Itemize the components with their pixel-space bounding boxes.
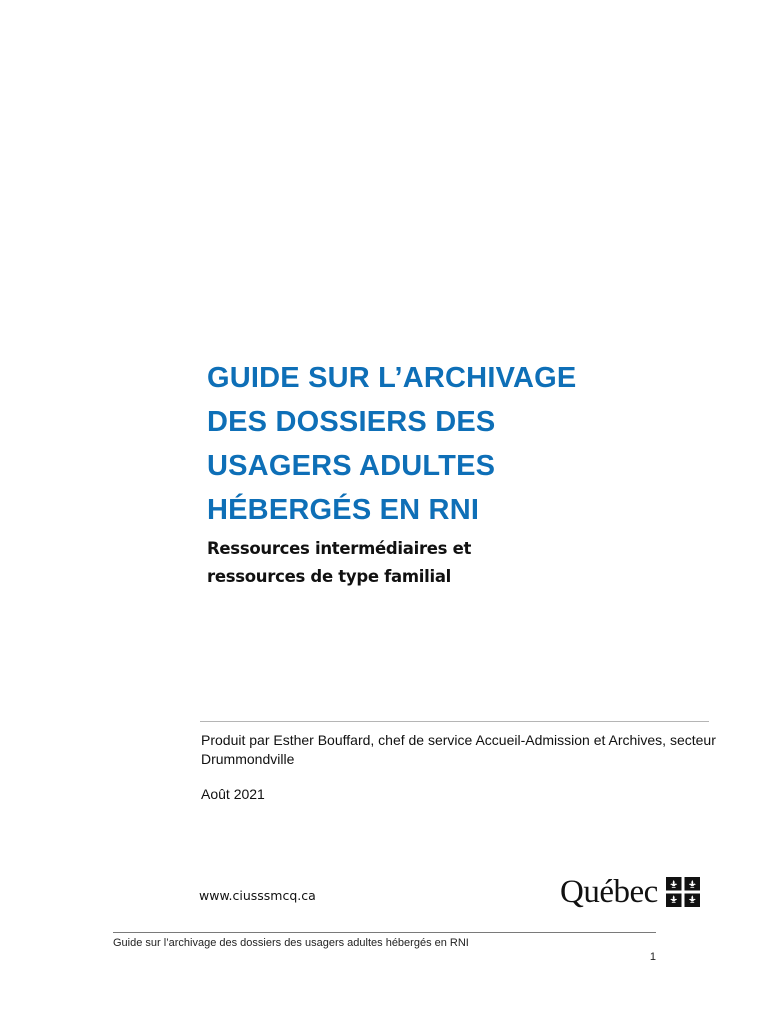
title-line-4: HÉBERGÉS EN RNI: [207, 494, 480, 526]
publication-date: Août 2021: [201, 786, 265, 802]
title-line-1: GUIDE SUR L’ARCHIVAGE: [207, 362, 577, 394]
subtitle-line-1: Ressources intermédiaires et: [207, 539, 472, 558]
logo-wordmark: Québec: [560, 874, 658, 910]
website-link[interactable]: www.ciusssmcq.ca: [199, 888, 316, 903]
title-line-2: DES DOSSIERS DES: [207, 406, 496, 438]
separator-line: [200, 721, 709, 722]
footer-separator: [113, 932, 656, 933]
title-line-3: USAGERS ADULTES: [207, 450, 496, 482]
producer-credit: Produit par Esther Bouffard, chef de service Accueil-Admission et Archives, secteur Drummondville: [201, 732, 716, 767]
document-subtitle: [207, 535, 707, 591]
footer-title: Guide sur l’archivage des dossiers des usagers adultes hébergés en RNI: [113, 937, 469, 949]
quebec-logo: [560, 870, 715, 914]
subtitle-line-2: ressources de type familial: [207, 567, 452, 586]
page-number: 1: [649, 951, 656, 963]
fleur-de-lis-flag-icon: [666, 877, 700, 907]
document-title: [207, 356, 727, 532]
